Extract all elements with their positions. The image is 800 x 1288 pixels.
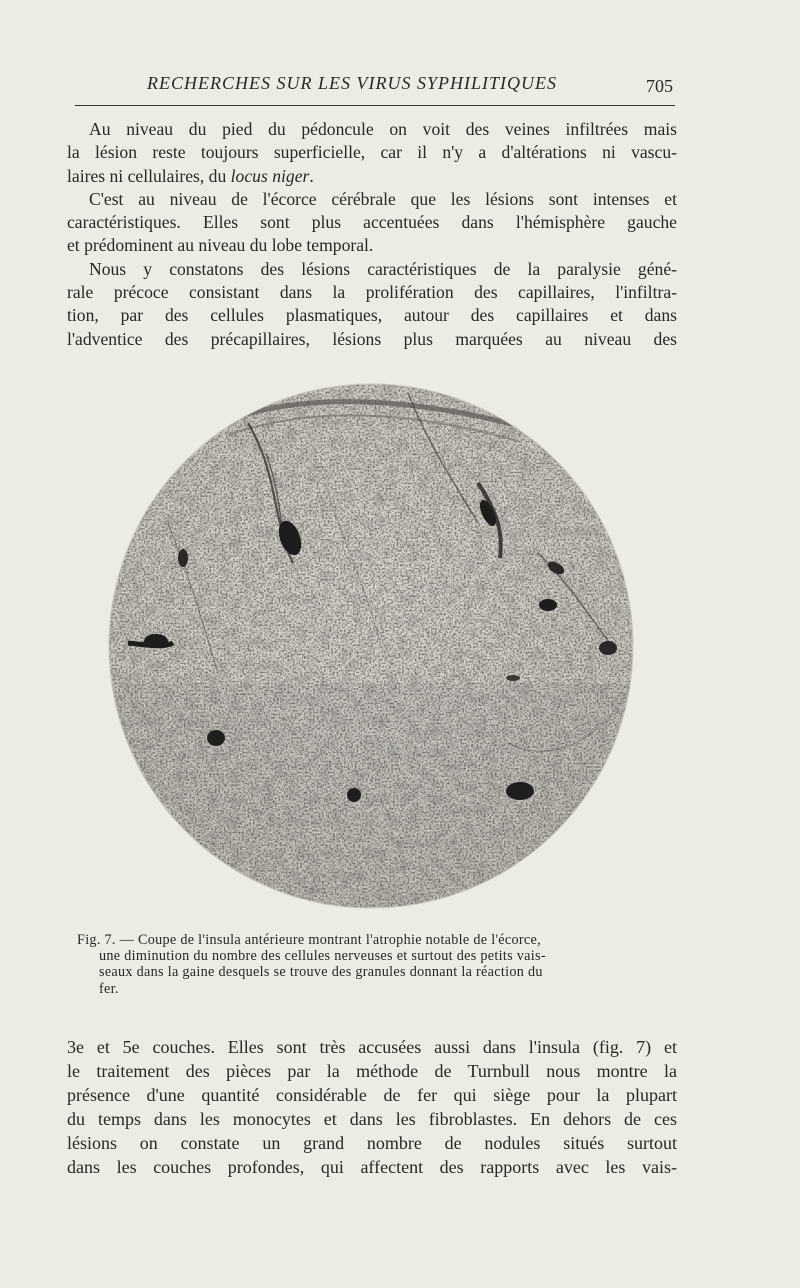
- page-number: 705: [646, 76, 673, 96]
- body-text-top: [67, 118, 677, 351]
- text-span: .: [309, 165, 314, 186]
- page-header: [75, 70, 675, 110]
- text-line: Nous y constatons des lésions caractéristiques de la paralysie géné-: [89, 258, 677, 279]
- caption-line: seaux dans la gaine desquels se trouve des granules donnant la réaction du: [99, 964, 543, 981]
- body-text-bottom: [67, 1035, 677, 1179]
- figure-caption: [77, 932, 673, 997]
- caption-line: Fig. 7. — Coupe de l'insula antérieure montrant l'atrophie notable de l'écorce,: [77, 932, 541, 948]
- text-line: présence d'une quantité considérable de fer qui siège pour la plupart: [67, 1085, 677, 1105]
- text-line: la lésion reste toujours superficielle, car il n'y a d'altérations ni vascu-: [67, 142, 677, 163]
- running-title: RECHERCHES SUR LES VIRUS SYPHILITIQUES: [147, 73, 557, 93]
- text-line: caractéristiques. Elles sont plus accentuées dans l'hémisphère gauche: [67, 212, 677, 233]
- text-line: dans les couches profondes, qui affectent des rapports avec les vais-: [67, 1157, 677, 1177]
- caption-line: une diminution du nombre des cellules nerveuses et surtout des petits vais-: [99, 948, 546, 965]
- text-span: laires ni cellulaires, du: [67, 165, 231, 186]
- text-line: [67, 165, 677, 188]
- text-line: C'est au niveau de l'écorce cérébrale que les lésions sont intenses et: [89, 188, 677, 209]
- text-line: Au niveau du pied du pédoncule on voit des veines infiltrées mais: [89, 119, 677, 139]
- micrograph-image: [108, 383, 634, 909]
- text-line: lésions on constate un grand nombre de nodules situés surtout: [67, 1133, 677, 1153]
- text-line: l'adventice des précapillaires, lésions plus marquées au niveau des: [67, 328, 677, 349]
- italic-term: locus niger: [230, 165, 310, 186]
- micrograph-figure: [108, 383, 634, 909]
- text-line: le traitement des pièces par la méthode de Turnbull nous montre la: [67, 1061, 677, 1081]
- text-line: du temps dans les monocytes et dans les fibroblastes. En dehors de ces: [67, 1109, 677, 1129]
- text-line: et prédominent au niveau du lobe temporal.: [67, 235, 374, 256]
- text-line: 3e et 5e couches. Elles sont très accusées aussi dans l'insula (fig. 7) et: [67, 1037, 677, 1057]
- text-line: rale précoce consistant dans la prolifération des capillaires, l'infiltra-: [67, 282, 677, 303]
- header-rule: [75, 105, 675, 106]
- caption-line: fer.: [99, 980, 119, 997]
- text-line: tion, par des cellules plasmatiques, autour des capillaires et dans: [67, 305, 677, 326]
